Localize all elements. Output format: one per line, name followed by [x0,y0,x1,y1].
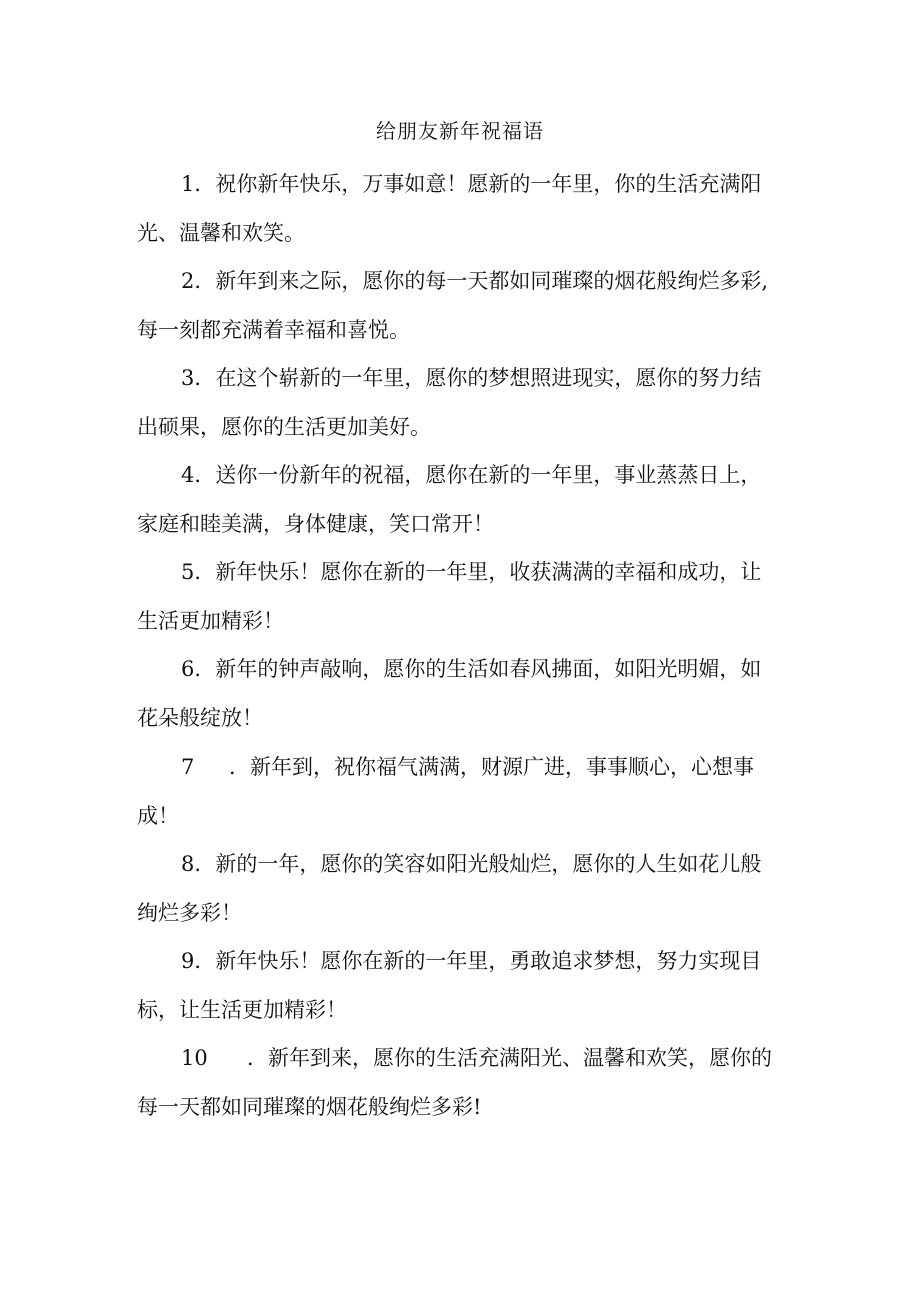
wish-line-1 [137,451,792,500]
wish-text-continued: 成！ [137,804,179,828]
wish-line-1 [137,354,792,403]
wish-text-continued: 家庭和睦美满，身体健康，笑口常开！ [137,512,494,536]
wish-line-1 [137,257,792,306]
wish-number: 10 [181,1046,208,1070]
wish-text-continued: 每一刻都充满着幸福和喜悦。 [137,318,410,342]
wish-item-3 [137,354,792,452]
wish-text-continued: 绚烂多彩！ [137,901,242,925]
wish-line-1 [137,1034,792,1083]
wish-text: ．新年快乐！愿你在新的一年里，勇敢追求梦想，努力实现目 [194,949,762,973]
wish-text: ．新年快乐！愿你在新的一年里，收获满满的幸福和成功，让 [194,560,762,584]
wish-line-1 [137,743,792,792]
wish-text: ．新年到来，愿你的生活充满阳光、温馨和欢笑，愿你的 [247,1046,772,1070]
wish-line-1 [137,937,792,986]
wish-number: 5 [181,560,195,584]
wish-item-7 [137,743,792,841]
wish-text-continued: 生活更加精彩！ [137,609,284,633]
wish-item-1 [137,160,792,258]
wish-text-continued: 每一天都如同璀璨的烟花般绚烂多彩! [137,1095,482,1119]
wish-item-6 [137,645,792,743]
wish-item-4 [137,451,792,549]
wish-number: 4 [181,463,195,487]
wish-text-continued: 花朵般绽放！ [137,706,263,730]
wish-text-continued: 出硕果，愿你的生活更加美好。 [137,415,431,439]
document-title: 给朋友新年祝福语 [376,119,544,143]
wish-text: ．新年到来之际，愿你的每一天都如同璀璨的烟花般绚烂多彩, [194,269,769,293]
wish-number: 6 [181,657,195,681]
wish-number: 2 [181,269,195,293]
wish-text: ．新年到，祝你福气满满，财源广进，事事顺心，心想事 [229,755,754,779]
wish-number: 1 [181,172,195,196]
wish-item-8 [137,840,792,938]
wish-text: ．新的一年，愿你的笑容如阳光般灿烂，愿你的人生如花儿般 [194,852,762,876]
wish-text: ．送你一份新年的祝福，愿你在新的一年里，事业蒸蒸日上， [194,463,762,487]
wish-text: ．新年的钟声敲响，愿你的生活如春风拂面，如阳光明媚，如 [194,657,762,681]
wish-line-1 [137,840,792,889]
wish-item-10 [137,1034,792,1132]
wish-item-2 [137,257,792,355]
wish-text-continued: 标，让生活更加精彩！ [137,998,347,1022]
wish-text: ．在这个崭新的一年里，愿你的梦想照进现实，愿你的努力结 [194,366,762,390]
wish-line-1 [137,548,792,597]
wish-line-1 [137,645,792,694]
wish-number: 9 [181,949,195,973]
wish-item-9 [137,937,792,1035]
wish-number: 8 [181,852,195,876]
wish-line-1 [137,160,792,209]
wish-number: 7 [181,755,195,779]
wish-item-5 [137,548,792,646]
wish-number: 3 [181,366,195,390]
wish-text: ．祝你新年快乐，万事如意！愿新的一年里，你的生活充满阳 [194,172,762,196]
wish-text-continued: 光、温馨和欢笑。 [137,221,305,245]
